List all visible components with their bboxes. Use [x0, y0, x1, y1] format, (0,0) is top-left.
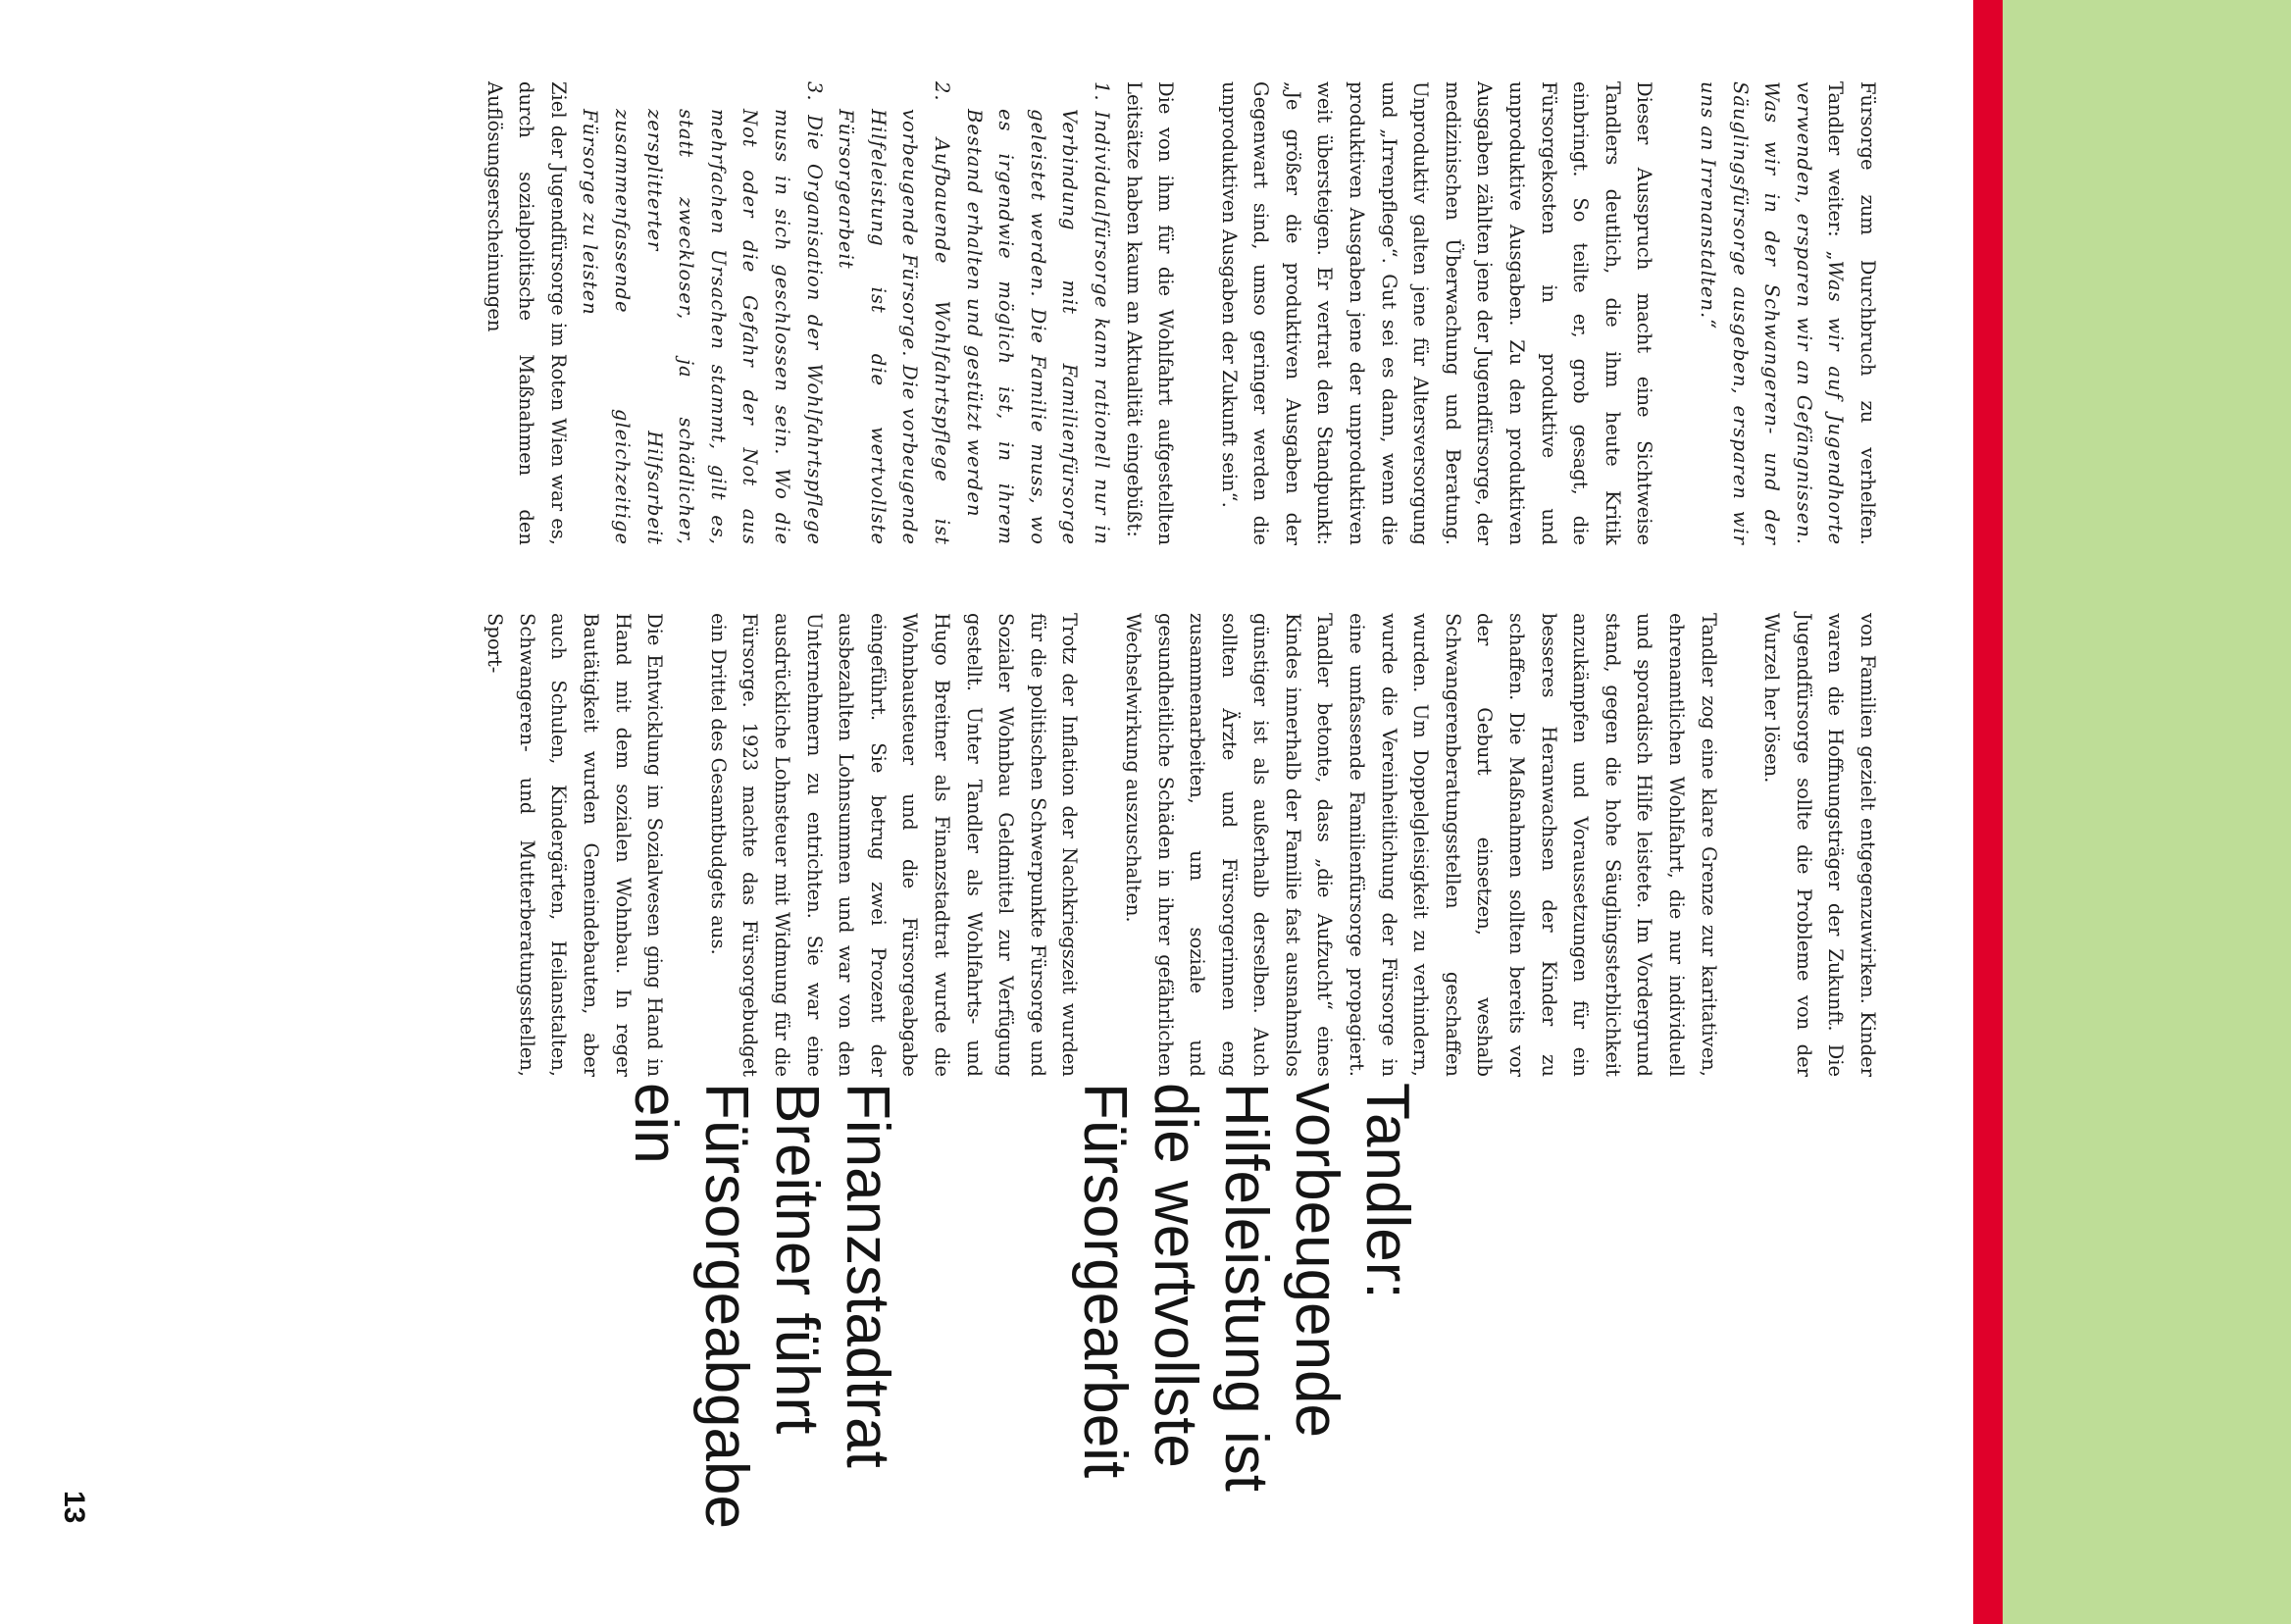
list-item: 3. Die Organisation der Wohlfahrtspflege muss in sich geschlossen sein. Wo die Not oder die Gefahr der Not aus mehrfachen Ursachen stammt, gilt es, statt zweckloser, ja schädlicher, zersplitterter Hilfsarbeit zusammenfassende gleichzeitige Fürsorge zu leisten: [579, 81, 826, 545]
headline-breitner: Finanzstadtrat Breitner führt Fürsorgeabgabe ein: [622, 1083, 901, 1529]
paragraph: Die Entwicklung im Sozialwesen ging Hand in Hand mit dem sozialen Wohnbau. In reger Bautätigkeit wurden Gemeindebauten, aber auch Schulen, Kindergärten, Heilanstalten, Schwangeren- und Mutterberatungsstellen, Sport-: [484, 613, 667, 1077]
paragraph: von Familien gezielt entgegenzuwirken. Kinder waren die Hoffnungsträger der Zukunft. Die Jugendfürsorge sollte die Probleme von der Wurzel her lösen.: [1760, 613, 1879, 1077]
paragraph: Die von ihm für die Wohlfahrt aufgestellten Leitsätze haben kaum an Aktualität eingebüßt:: [1122, 81, 1178, 545]
paragraph: [1691, 81, 1883, 545]
tandler-quote: Was wir auf Jugendhorte verwenden, ersparen wir an Gefängnissen. Was wir in der Schwangeren- und der Säuglingsfürsorge ausgeben, ersparen wir uns an Irrenanstalten.“: [1697, 81, 1848, 545]
paragraph: Trotz der Inflation der Nachkriegszeit wurden für die politischen Schwerpunkte Fürsorge und Sozialer Wohnbau Geldmittel zur Verfügung gestellt. Unter Tandler als Wohlfahrts- und Hugo Breitner als Finanzstadtrat wurde die Wohnbausteuer und die Fürsorgeabgabe eingeführt. Sie betrug zwei Prozent der ausbezahlten Lohnsummen und war von den Unternehmern zu entrichten. Sie war eine ausdrückliche Lohnsteuer mit Widmung für die Fürsorge. 1923 machte das Fürsorgebudget ein Drittel des Gesamtbudgets aus.: [706, 613, 1082, 1077]
text-column-left: [478, 81, 1883, 545]
red-accent-band: [1973, 0, 2003, 1624]
paragraph-text: Fürsorge zum Durchbruch zu verhelfen. Tandler weiter: „: [1824, 81, 1879, 545]
paragraph: Ziel der Jugendfürsorge im Roten Wien war es, durch sozialpolitische Maßnahmen den Auflösungserscheinungen: [483, 81, 570, 545]
guidelines-list: [574, 81, 1117, 545]
paragraph: Dieser Ausspruch macht eine Sichtweise Tandlers deutlich, die ihm heute Kritik einbringt. So teilte er, grob gesagt, die Fürsorgekosten in produktive und unproduktive Ausgaben. Zu den produktiven Ausgaben zählten jene der Jugendfürsorge, der medizinischen Überwachung und Beratung. Unproduktiv galten jene für Altersversorgung und „Irrenpflege“. Gut sei es dann, wenn die produktiven Ausgaben jene der unproduktiven weit übersteigen. Er vertrat den Standpunkt: „Je größer die produktiven Ausgaben der Gegenwart sind, umso geringer werden die unproduktiven Ausgaben der Zukunft sein“.: [1217, 81, 1656, 545]
text-column-right: [479, 613, 1883, 1077]
page-number: 13: [58, 1491, 90, 1524]
green-accent-band: [2003, 0, 2291, 1624]
list-item: 1. Individualfürsorge kann rationell nur in Verbindung mit Familienfürsorge geleistet werden. Die Familie muss, wo es irgendwie möglich ist, in ihrem Bestand erhalten und gestützt werden: [962, 81, 1113, 545]
headline-tandler: Tandler: vorbeugende Hilfeleistung ist die wertvollste Fürsorgearbeit: [1071, 1083, 1421, 1492]
list-item: 2. Aufbauende Wohlfahrtspflege ist vorbeugende Fürsorge. Die vorbeugende Hilfeleistung ist die wertvollste Fürsorgearbeit: [835, 81, 953, 545]
paragraph: Tandler zog eine klare Grenze zur karitativen, ehrenamtlichen Wohlfahrt, die nur individuell und sporadisch Hilfe leistete. Im Vordergrund stand, gegen die hohe Säuglingssterblichkeit anzukämpfen und Voraussetzungen für ein besseres Heranwachsen der Kinder zu schaffen. Die Maßnahmen sollten bereits vor der Geburt einsetzen, weshalb Schwangerenberatungsstellen geschaffen wurden. Um Doppelgleisigkeit zu verhindern, wurde die Vereinheitlichung der Fürsorge in eine umfassende Familienfürsorge propagiert. Tandler betonte, dass „die Aufzucht“ eines Kindes innerhalb der Familie fast ausnahmslos günstiger ist als außerhalb derselben. Auch sollten Ärzte und Fürsorgerinnen eng zusammenarbeiten, um soziale und gesundheitliche Schäden in ihrer gefährlichen Wechselwirkung auszuschalten.: [1121, 613, 1720, 1077]
